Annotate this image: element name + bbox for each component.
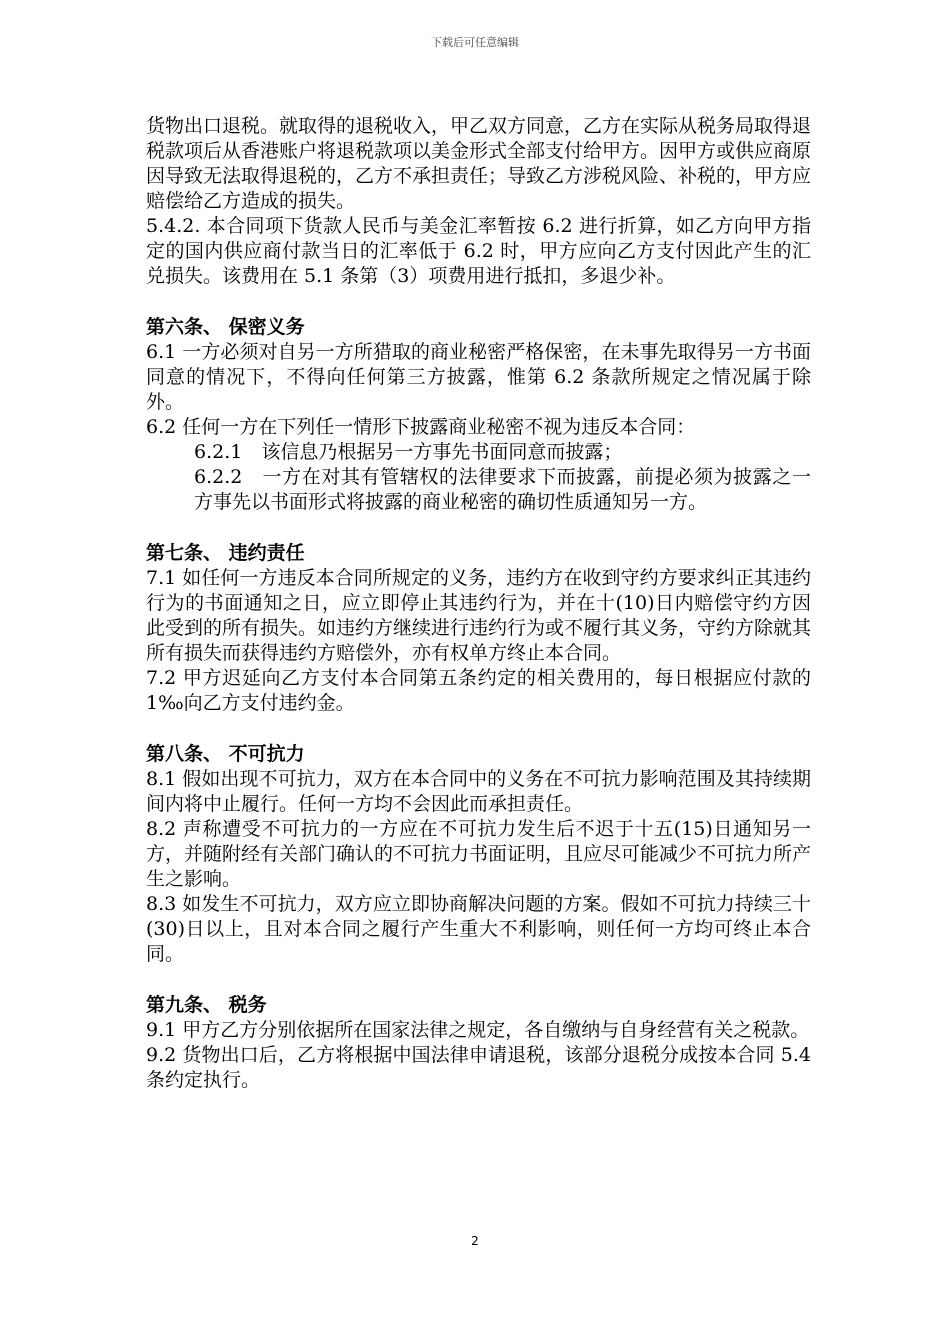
paragraph-6-2: 6.2 任何一方在下列任一情形下披露商业秘密不视为违反本合同： xyxy=(146,416,696,438)
paragraph-7-2: 7.2 甲方迟延向乙方支付本合同第五条约定的相关费用的，每日根据应付款的 1‰向乙方支付违约金。 xyxy=(146,667,811,714)
paragraph-8-3: 8.3 如发生不可抗力，双方应立即协商解决问题的方案。假如不可抗力持续三十(30)日以上，且对本合同之履行产生重大不利影响，则任何一方均可终止本合同。 xyxy=(146,893,811,965)
page-header: 下载后可任意编辑 xyxy=(431,36,519,49)
paragraph-5-4-2: 5.4.2. 本合同项下货款人民币与美金汇率暂按 6.2 进行折算，如乙方向甲方指定的国内供应商付款当日的汇率低于 6.2 时，甲方应向乙方支付因此产生的汇兑损失。该费用在 5.1 条第（3）项费用进行抵扣，多退少补。 xyxy=(146,215,811,287)
section-gap xyxy=(146,716,811,742)
paragraph-9-1: 9.1 甲方乙方分别依据所在国家法律之规定，各自缴纳与自身经营有关之税款。 xyxy=(146,1019,810,1041)
heading-article-7: 第七条、 违约责任 xyxy=(146,542,305,564)
page-number: 2 xyxy=(471,1234,479,1248)
paragraph-7-1: 7.1 如任何一方违反本合同所规定的义务，违约方在收到守约方要求纠正其违约行为的书面通知之日，应立即停止其违约行为，并在十(10)日内赔偿守约方因此受到的所有损失。如违约方继续进行违约行为或不履行其义务，守约方除就其所有损失而获得违约方赔偿外，亦有权单方终止本合同。 xyxy=(146,567,812,664)
document-body xyxy=(146,114,811,1093)
paragraph-8-1: 8.1 假如出现不可抗力，双方在本合同中的义务在不可抗力影响范围及其持续期间内将中止履行。任何一方均不会因此而承担责任。 xyxy=(146,768,811,815)
heading-article-9: 第九条、 税务 xyxy=(146,994,267,1016)
heading-article-6: 第六条、 保密义务 xyxy=(146,316,305,338)
section-gap xyxy=(146,289,811,315)
section-gap xyxy=(146,967,811,993)
paragraph-export-tax-refund: 货物出口退税。就取得的退税收入，甲乙双方同意，乙方在实际从税务局取得退税款项后从香港账户将退税款项以美金形式全部支付给甲方。因甲方或供应商原因导致无法取得退税的，乙方不承担责任；导致乙方涉税风险、补税的，甲方应赔偿给乙方造成的损失。 xyxy=(146,115,812,212)
paragraph-6-2-2: 6.2.2 一方在对其有管辖权的法律要求下而披露，前提必须为披露之一方事先以书面形式将披露的商业秘密的确切性质通知另一方。 xyxy=(194,466,811,513)
paragraph-6-2-1: 6.2.1 该信息乃根据另一方事先书面同意而披露； xyxy=(194,441,623,463)
paragraph-9-2: 9.2 货物出口后，乙方将根据中国法律申请退税，该部分退税分成按本合同 5.4 条约定执行。 xyxy=(146,1044,811,1091)
section-gap xyxy=(146,515,811,541)
paragraph-8-2: 8.2 声称遭受不可抗力的一方应在不可抗力发生后不迟于十五(15)日通知另一方，并随附经有关部门确认的不可抗力书面证明，且应尽可能减少不可抗力所产生之影响。 xyxy=(146,818,812,890)
paragraph-6-1: 6.1 一方必须对自另一方所猎取的商业秘密严格保密，在未事先取得另一方书面同意的情况下，不得向任何第三方披露，惟第 6.2 条款所规定之情况属于除外。 xyxy=(146,341,811,413)
heading-article-8: 第八条、 不可抗力 xyxy=(146,743,305,765)
